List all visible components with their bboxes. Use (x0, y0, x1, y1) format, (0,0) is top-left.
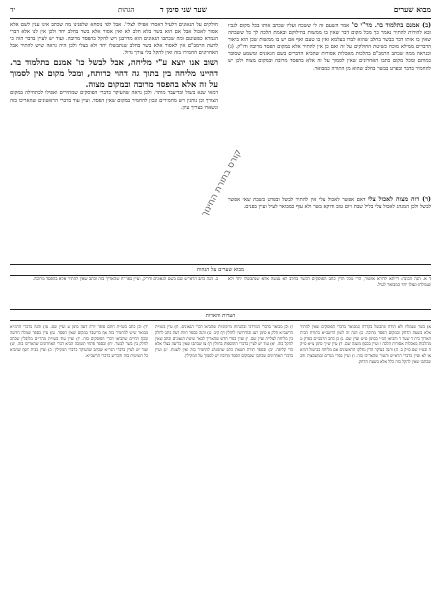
divider-line (10, 309, 431, 310)
paragraph-lead: (ב) אמנם בתלמוד בר. מר"י כו' (351, 22, 431, 29)
footnotes-heading: הערות והארות (10, 312, 431, 321)
section-separator: מבוא שערים על הגהות (10, 264, 431, 276)
paragraph-text: אמר השעם זה לי ששכח ועליו שכתב אותו בכל מקום לגביו ובא להורות להתיר נאמר כך מכל מקום דבר שאין בו ממשות בחילוקם ובאמת הלכה לך כל ששבתה שאין בו אותו דבר בבשר בחלב שהוא לבדו בעלמא ואין בו טעם ואף אם יש בו ממשות שכן הוא ביאור הדברים ממילא מוכח כשיטת החולקים על זה ואם כן אין להתיר אלא במקום הפסד מרובה ודו"ק. (ג) וכנראה ממה שכתב הרמב"ם בהלכות מאכלות אסורות שהביא הדברים בשם הגאונים ומשמע שסובר כמותם ומכל מקום כתבו האחרונים שאין לסמוך על זה אלא בהפסד מרובה ובמקום מצוה ולכן יש להחמיר בדבר ובפרט בבשר בחלב שהוא מן התורה כמבואר. (228, 23, 431, 72)
paragraph-tail: דמאי שנא בשול ובדיעבד מותר. ולכן נראה שהעיקר כדברי הפוסקים שמתירים ואפילו לכתחילה במקום הצורך וכן נוהגין ויש מחמירים ונכון להחמיר במקום שאין הפסד. ועיין עוד בדברי הראשונים שהאריכו בזה ונשארו בצריך עיון. (10, 90, 218, 111)
ink-stamp: קורס בתורת החינוך (200, 148, 244, 219)
footnotes-column-3: יד) וכן כתב בשו"ת חתם סופר יורה דעה סימן ע ועיין שם. טו) והנה בדברי הרמ"א מבואר שיש להחמיר בזה אף בדיעבד במקום שאין הפסד. טז) עיין בספר שמלה חדשה ובכף החיים שהביאו דברי הפוסקים בזה. יז) ועיין עוד בשו"ת מהר"ם מלובלין שכתב לחלק בין בשר לבשר. יח) ובספר פתחי תשובה הביא דברי האחרונים שהאריכו בזה. יט) ועוד יש לעיין בדברי הגר"א שכתב שהעיקר כדברי המקילין. כ) ועיין בבית יוסף שהביא כל השיטות בזה והכריע כדברי הרשב"א. (10, 324, 148, 358)
gloss-notes-right: ד א. הגה הכונה: דייתא לדורא אושור, הרי מכל הדין כתב הפוסקים דבשר בחלב לא נעשה אלא שנתבשלו יחד ולא שנמלחו ונצלו יחד כמבואר לעיל. (228, 277, 431, 288)
main-text-left-column (10, 22, 218, 257)
header-center-title: שער שני סימן ד (160, 5, 207, 14)
bold-passage: ושוב אנו יוצא ע"י מליחה, אבל לבשל כו' אמנם בתלמוד בר. דהיינו מליחה בין בתוך גה דהוי כרותח, ומכל מקום אין לסמוך על זה אלא בהפסד מרובה ובמקום מצוה. (10, 57, 218, 90)
page-number: יד (10, 6, 16, 14)
running-header (10, 4, 431, 19)
paragraph-lead: (ד) דוה מצוה לאכול צלי (367, 196, 431, 203)
paragraph-text: דאם אפשר לאכול צלי אין להתיר לבשל ובפרט בשבת שאי אפשר לבשל ולכן המנהג לאכול צלי בליל שבת ויום טוב ודוקא בשר ולא עוף כמבואר לעיל ועיין בפנים. (228, 197, 431, 211)
footnotes-column-1: א) בשר שנמלח ולא הודח ונתבשל בקדרה כמבואר בדברי הפוסקים שאין להתיר אלא בשעת הדחק ובמקום הפסד מרובה. ב) הנה זה לשון הרשב"א בתורת הבית הארוך בית ד שער ד והביאו הב"י בסימן ס"ט ועיין שם. ג) כן כתב הרמב"ם בפרק ט מהלכות מאכלות אסורות הלכה ו ועיין בכסף משנה שם. ד) עיין ש"ך סימן צ"א ס"ק ה ובט"ז שם ס"ק ב. ה) והנה בעיקר הדין נחלקו הראשונים אם מליחה כבישול דמיא או לא ועיין בדברי הרא"ש והטור שהאריכו בזה. ו) ועיין בפרי מגדים ובמשבצות זהב שכתבו שאין להקל בזה כלל אלא בשעת הדחק. (300, 324, 431, 364)
gloss-notes-left: ב. הגה כתב הרא"ש שם בשם הגאונים ודו"ק, ועיין בפר"ח שהאריך בזה וכתב שאין להתיר אלא בהפסד מרובה. (32, 277, 218, 282)
paragraph-text: חולקים על הגאונים דלעיל דאסרו אפילו לצלי'. אבל לפי נוסחא שלפנינו מה שכתב אינו ענין לשם אלא אסור לאכול אבל אם הוא בשר בלא חלב לא ואין אסור אלא בשר בחלב יחד ולכן אין לנו אלא דברי הגמרא כפשוטם ומה שכתבו הגאונים הוא מדרבנן ויש להקל בהפסד מרובה. ועוד יש לעיין בדבר הזה כי לדעת הרמב"ם אין לאסור אלא בשר בחלב שנתבשלו יחד ולא בצלי ולכן היה נראה שיש להתיר אבל האחרונים החמירו בזה ואין להקל בלי צורך גדול. (10, 22, 218, 57)
main-text-right-column (228, 22, 431, 192)
footnotes-column-2: ז) וכן מבואר בדברי המרדכי ובהגהות מיימוניות שהביאו דברי הגאונים. ח) עיין בשו"ת הרשב"א חלק א סימן רעג ובחידושיו לחולין דף קיב. ט) והנה בספר חוות דעת כתב לחלק בין מליחה לצלייה ועיין שם. י) ועיין בפרי חדש שהאריך לבאר שיטת הגאונים וכתב שאין להקל בזה. יא) עוד יש לעיין בדברי התוספות בחולין דף צז שכתבו שאין בליעה בצלי אלא כדי קליפה. יב) ובספר תורת חטאת כתב שהמנהג להחמיר בזה ואין לשנות. יג) ועיין בדברי האחרונים שכתבו שבמקום הפסד מרובה יש לסמוך על המקילין. (155, 324, 293, 358)
main-text-right-lower (228, 196, 431, 259)
header-notes-label: הגהות (118, 6, 135, 14)
header-book-title: מבוא שערים (393, 5, 431, 14)
